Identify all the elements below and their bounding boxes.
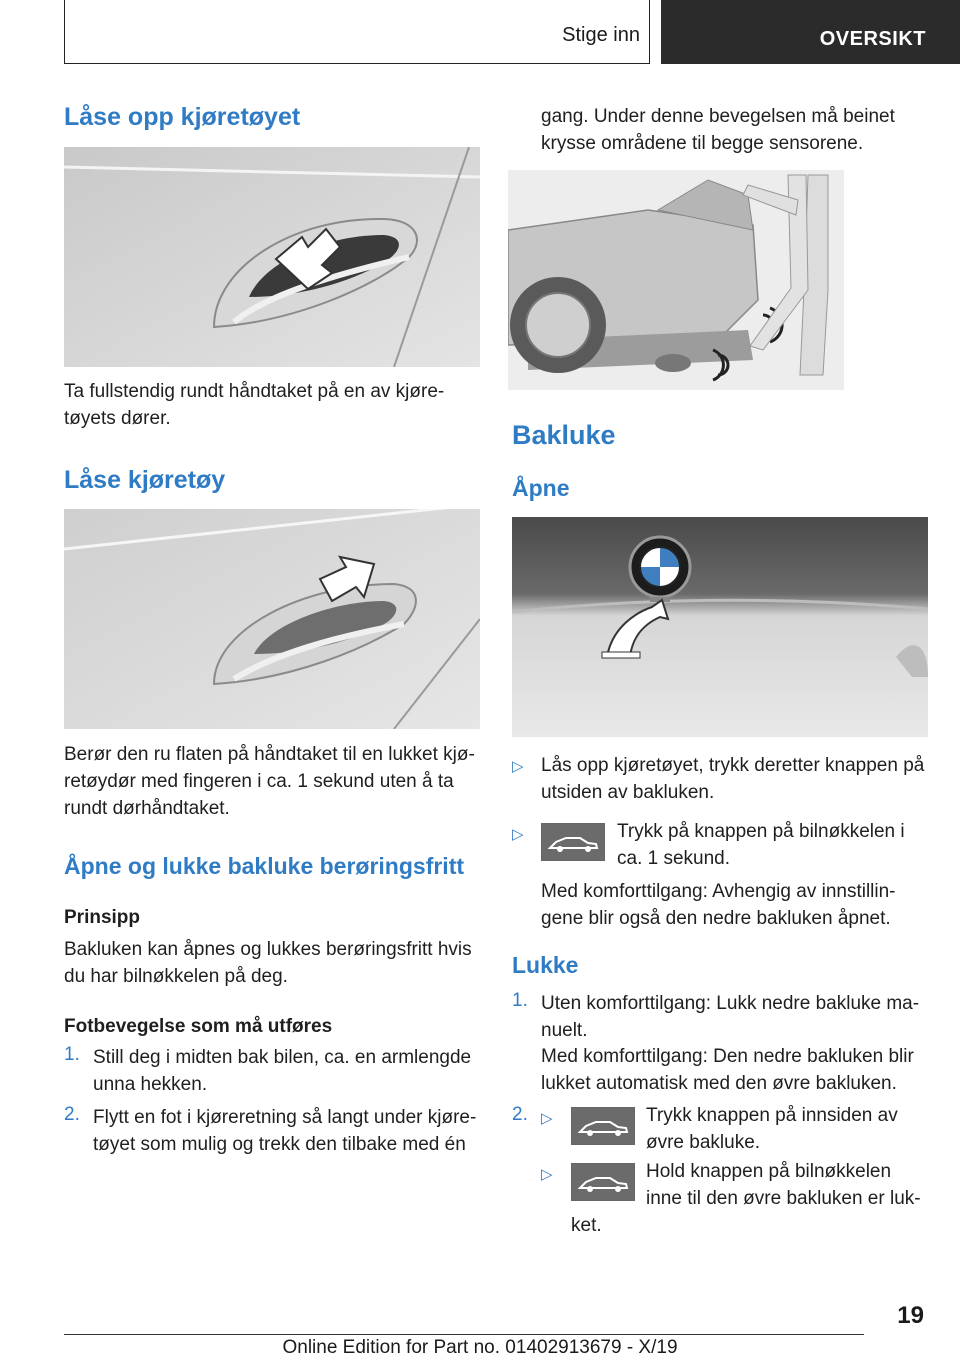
text-line: tøyets dører. bbox=[64, 408, 171, 429]
paragraph-continued bbox=[541, 103, 941, 157]
paragraph-principle bbox=[64, 936, 480, 990]
bullet-triangle: ▷ bbox=[541, 1166, 553, 1183]
text-line: unna hekken. bbox=[93, 1074, 208, 1095]
text-line: ca. 1 sekund. bbox=[617, 848, 731, 869]
text-line: øvre bakluke. bbox=[646, 1132, 761, 1153]
text-line: lukket automatisk med den øvre bakluken. bbox=[541, 1073, 897, 1094]
header-frame-bottom bbox=[64, 63, 650, 64]
tailgate-button-image bbox=[512, 517, 928, 737]
close-sub-step-text bbox=[646, 1158, 936, 1212]
text-line: Uten komforttilgang: Lukk nedre bakluke ma- bbox=[541, 993, 920, 1014]
heading-open: Åpne bbox=[512, 475, 570, 501]
header-section-link[interactable]: Stige inn bbox=[562, 24, 640, 46]
text-line: nuelt. bbox=[541, 1020, 588, 1041]
text-line: Lås opp kjøretøyet, trykk deretter knappen på bbox=[541, 755, 925, 776]
heading-close: Lukke bbox=[512, 952, 579, 978]
door-handle-unlock-image bbox=[64, 147, 480, 367]
car-key-button-icon bbox=[541, 823, 605, 861]
text-line: inne til den øvre bakluken er luk- bbox=[646, 1188, 921, 1209]
bullet-triangle: ▷ bbox=[512, 826, 524, 843]
step-number: 2. bbox=[64, 1104, 80, 1125]
text-line: Ta fullstendig rundt håndtaket på en av kjøre- bbox=[64, 381, 445, 402]
text-line: Hold knappen på bilnøkkelen bbox=[646, 1161, 892, 1182]
step-text bbox=[93, 1104, 483, 1158]
step-number: 1. bbox=[64, 1044, 80, 1065]
heading-unlock-vehicle: Låse opp kjøretøyet bbox=[64, 103, 301, 131]
text-line: tøyet som mulig og trekk den tilbake med én bbox=[93, 1134, 466, 1155]
car-key-button-icon bbox=[571, 1107, 635, 1145]
footer-divider bbox=[64, 1334, 864, 1335]
step-text bbox=[93, 1044, 483, 1098]
header-tab-label: OVERSIKT bbox=[819, 28, 926, 50]
bullet-triangle: ▷ bbox=[512, 758, 524, 775]
heading-tailgate: Bakluke bbox=[512, 420, 616, 450]
text-line: Berør den ru flaten på håndtaket til en lukket kjø- bbox=[64, 744, 475, 765]
close-step-note bbox=[541, 1043, 941, 1097]
close-sub-step-text-wrap: ket. bbox=[571, 1215, 602, 1236]
text-line: Flytt en fot i kjøreretning så langt under kjøre- bbox=[93, 1107, 477, 1128]
text-line: rundt dørhåndtaket. bbox=[64, 798, 230, 819]
heading-touchless-tailgate: Åpne og lukke bakluke berøringsfritt bbox=[64, 853, 465, 879]
page-number: 19 bbox=[897, 1302, 924, 1329]
bullet-triangle: ▷ bbox=[541, 1110, 553, 1127]
paragraph-unlock bbox=[64, 378, 480, 432]
foot-gesture-image bbox=[508, 170, 844, 390]
text-line: du har bilnøkkelen på deg. bbox=[64, 966, 288, 987]
text-line: Med komforttilgang: Den nedre bakluken blir bbox=[541, 1046, 914, 1067]
open-step-text bbox=[541, 752, 941, 806]
text-line: Trykk på knappen på bilnøkkelen i bbox=[617, 821, 905, 842]
subheading-principle: Prinsipp bbox=[64, 907, 141, 928]
text-line: utsiden av bakluken. bbox=[541, 782, 715, 803]
heading-lock-vehicle: Låse kjøretøy bbox=[64, 466, 226, 494]
text-line: gene blir også den nedre bakluken åpnet. bbox=[541, 908, 891, 929]
subheading-foot-movement: Fotbevegelse som må utføres bbox=[64, 1016, 333, 1037]
step-number: 2. bbox=[512, 1104, 528, 1125]
paragraph-lock bbox=[64, 741, 480, 822]
text-line: krysse områdene til begge sensorene. bbox=[541, 133, 864, 154]
text-line: retøydør med fingeren i ca. 1 sekund uten å ta bbox=[64, 771, 454, 792]
text-line: Med komforttilgang: Avhengig av innstillin- bbox=[541, 881, 896, 902]
car-key-button-icon bbox=[571, 1163, 635, 1201]
open-step-text bbox=[617, 818, 937, 872]
header-frame-left bbox=[64, 0, 65, 64]
header-tab-overview[interactable] bbox=[661, 0, 960, 64]
text-line: gang. Under denne bevegelsen må beinet bbox=[541, 106, 895, 127]
comfort-access-note bbox=[541, 878, 941, 932]
close-step-text bbox=[541, 990, 941, 1044]
text-line: Bakluken kan åpnes og lukkes berøringsfritt hvis bbox=[64, 939, 472, 960]
step-number: 1. bbox=[512, 990, 528, 1011]
header-frame-right bbox=[649, 0, 650, 64]
door-handle-lock-image bbox=[64, 509, 480, 729]
text-line: Still deg i midten bak bilen, ca. en armlengde bbox=[93, 1047, 472, 1068]
close-sub-step-text bbox=[646, 1102, 936, 1156]
edition-footer: Online Edition for Part no. 01402913679 - X/19 bbox=[282, 1337, 678, 1358]
text-line: Trykk knappen på innsiden av bbox=[646, 1105, 898, 1126]
